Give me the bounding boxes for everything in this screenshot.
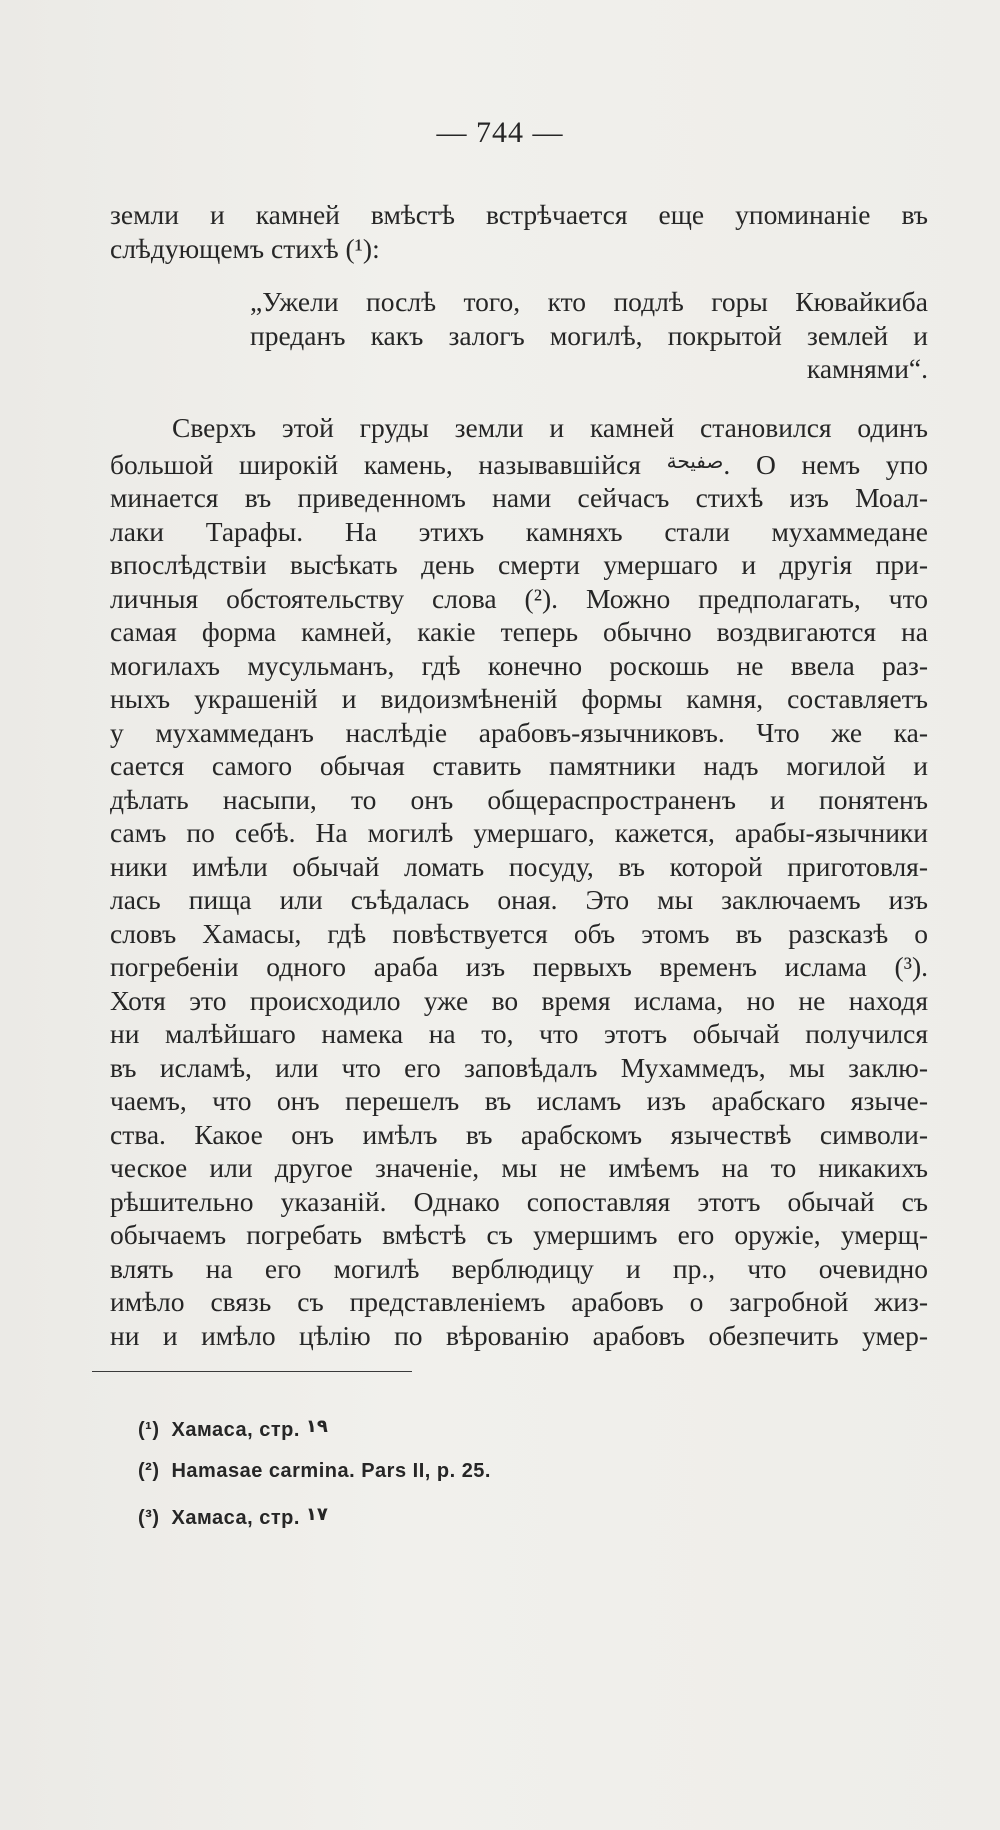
paragraph-line: словъ Хамасы, гдѣ повѣствуется объ этомъ въ разсказѣ о xyxy=(110,917,928,949)
paragraph-line: самая форма камней, какіе теперь обычно воздвигаются на xyxy=(110,616,928,647)
paragraph-line: минается въ приведенномъ нами сейчасъ стихѣ изъ Моал- xyxy=(110,482,928,513)
paragraph-line: сается самого обычая ставить памятники надъ могилой и xyxy=(110,750,928,781)
footnote-ref: ١٩ xyxy=(305,1416,328,1437)
footnote-2 xyxy=(138,1460,491,1483)
intro-line: слѣдующемъ стихѣ (¹): xyxy=(110,232,380,264)
footnote-divider xyxy=(92,1371,412,1372)
paragraph-line: рѣшительно указаній. Однако сопоставляя этотъ обычай съ xyxy=(110,1185,928,1217)
footnote-1 xyxy=(138,1416,328,1442)
paragraph-line: личныя обстоятельству слова (²). Можно предполагать, что xyxy=(110,582,928,614)
paragraph-line: въ исламѣ, или что его заповѣдалъ Мухаммедъ, мы заклю- xyxy=(110,1051,928,1083)
verse-line: преданъ какъ залогъ могилѣ, покрытой землей и xyxy=(250,319,928,351)
paragraph-line xyxy=(110,445,928,482)
paragraph-line: впослѣдствіи высѣкать день смерти умершаго и другія при- xyxy=(110,549,928,580)
page-number: — 744 — xyxy=(436,116,564,149)
footnote-text: Хамаса, стр. xyxy=(171,1419,300,1441)
main-paragraph xyxy=(110,411,928,1352)
paragraph-line: ни и имѣло цѣлію по вѣрованію арабовъ обезпечить умер- xyxy=(110,1319,928,1351)
paragraph-line: самъ по себѣ. На могилѣ умершаго, кажется, арабы-язычники xyxy=(110,817,928,848)
paragraph-line: ныхъ украшеній и видоизмѣненій формы камня, составляетъ xyxy=(110,683,928,714)
footnote-text: Хамаса, стр. xyxy=(171,1507,300,1529)
paragraph-line: погребеніи одного араба изъ первыхъ временъ ислама (³). xyxy=(110,951,928,982)
paragraph-line-text: . О немъ упо xyxy=(723,448,929,480)
intro-block xyxy=(110,198,928,265)
paragraph-line: у мухаммеданъ наслѣдіе арабовъ-язычниковъ. Что же ка- xyxy=(110,716,928,748)
footnote-mark: (³) xyxy=(138,1507,160,1529)
paragraph-line: чаемъ, что онъ перешелъ въ исламъ изъ арабскаго языче- xyxy=(110,1085,928,1116)
paragraph-line: ческое или другое значеніе, мы не имѣемъ на то никакихъ xyxy=(110,1152,928,1183)
paragraph-line: могилахъ мусульманъ, гдѣ конечно роскошь не ввела раз- xyxy=(110,649,928,681)
paragraph-line-text: большой широкій камень, называвшійся xyxy=(110,448,641,480)
paragraph-line: влять на его могилѣ верблюдицу и пр., что очевидно xyxy=(110,1252,928,1284)
paragraph-line: дѣлать насыпи, то онъ общераспространенъ и понятенъ xyxy=(110,783,928,815)
footnote-ref: ١٧ xyxy=(305,1504,328,1525)
footnote-mark: (²) xyxy=(138,1460,160,1482)
footnote-3 xyxy=(138,1504,328,1530)
paragraph-line: обычаемъ погребать вмѣстѣ съ умершимъ его оружіе, умерщ- xyxy=(110,1219,928,1250)
intro-line: земли и камней вмѣстѣ встрѣчается еще упоминаніе въ xyxy=(110,199,928,230)
footnote-mark: (¹) xyxy=(138,1419,160,1441)
arabic-word: صفيحة xyxy=(666,448,724,473)
verse-line: „Ужели послѣ того, кто подлѣ горы Кювайкиба xyxy=(250,286,928,317)
paragraph-line: Хотя это происходило уже во время ислама, но не находя xyxy=(110,984,928,1016)
paragraph-line: Сверхъ этой груды земли и камней становился одинъ xyxy=(172,412,928,443)
footnote-text: Hamasae carmina. Pars II, p. 25. xyxy=(171,1460,491,1482)
paragraph-line: лась пища или съѣдалась оная. Это мы заключаемъ изъ xyxy=(110,884,928,915)
paragraph-line: ники имѣли обычай ломать посуду, въ которой приготовля- xyxy=(110,850,928,882)
paragraph-line: ни малѣйшаго намека на то, что этотъ обычай получился xyxy=(110,1018,928,1049)
verse-quote xyxy=(250,285,928,386)
paragraph-line: ства. Какое онъ имѣлъ въ арабскомъ язычествѣ символи- xyxy=(110,1118,928,1150)
verse-line: камнями“. xyxy=(806,353,928,384)
paragraph-line: имѣло связь съ представленіемъ арабовъ о загробной жиз- xyxy=(110,1286,928,1317)
paragraph-line: лаки Тарафы. На этихъ камняхъ стали мухаммедане xyxy=(110,515,928,547)
